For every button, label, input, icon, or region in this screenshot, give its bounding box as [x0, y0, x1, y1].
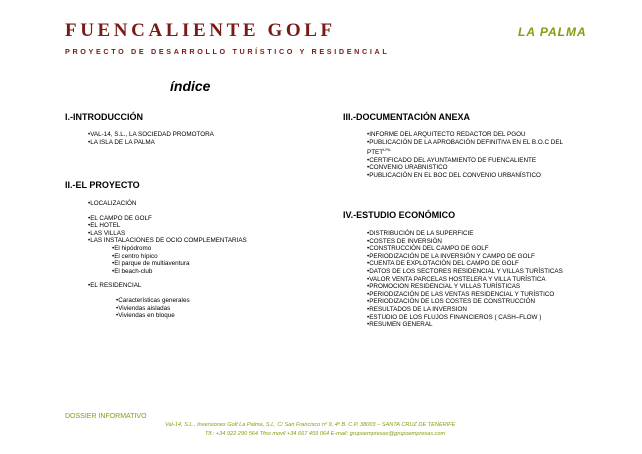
list-item: •PROMOCION RESIDENCIAL Y VILLAS TURÍSTICAS: [367, 283, 521, 291]
list-item: •LOCALIZACIÓN: [88, 200, 137, 207]
list-item: •DATOS DE LOS SECTORES RESIDENCIAL Y VILLAS TURÍSTICAS: [367, 267, 563, 275]
list-item: •PERIODIZACIÓN DE LAS VENTAS RESIDENCIAL Y TURÍSTICO: [367, 290, 555, 298]
list-item: •VALOR VENTA PARCELAS HOSTELERA Y VILLA TURÍSTICA: [367, 275, 546, 283]
brand-tagline: PROYECTO DE DESARROLLO TURÍSTICO Y RESIDENCIAL: [65, 47, 390, 56]
list-item: •EL RESIDENCIAL: [88, 282, 142, 290]
intro-list: [88, 131, 214, 146]
project-list: [88, 200, 247, 320]
list-item: •LAS INSTALACIONES DE OCIO COMPLEMENTARIAS: [88, 237, 247, 245]
docs-list: [367, 131, 563, 180]
list-item: •El beach-club: [112, 267, 153, 275]
footer-address: Val-14, S.L., Inversiones Golf La Palma, S.L. C/ San Francisco nº 9, 4º B. C.P. 38003 – SANTA CRUZ DE TENERIFE: [165, 422, 456, 428]
list-item: [367, 146, 563, 157]
brand-title: FUENCALIENTE GOLF: [65, 20, 336, 41]
section-title-economic: IV.-ESTUDIO ECONÓMICO: [343, 210, 456, 220]
list-item: •Viviendas en bloque: [116, 312, 175, 320]
list-item: •PERIODIZACIÓN DE LA INVERSIÓN Y CAMPO DE GOLF: [367, 252, 535, 260]
section-title-project: II.-EL PROYECTO: [65, 180, 140, 190]
region-label: LA PALMA: [518, 25, 587, 39]
list-item: •Características generales: [116, 296, 190, 304]
list-item: •PERIODIZACIÓN DE LOS COSTES DE CONSTRUCCIÓN: [367, 298, 536, 306]
list-item: •INFORME DEL ARQUITECTO REDACTOR DEL PGOU: [367, 131, 526, 138]
ptet-text: PTET: [367, 149, 384, 157]
list-item: •COSTES DE INVERSIÓN: [367, 237, 442, 245]
section-title-docs: III.-DOCUMENTACIÓN ANEXA: [343, 112, 470, 122]
list-item: •LAS VILLAS: [88, 229, 126, 237]
footer-contact: Tlf.: +34 922 290 564 Tfno movil +34 667 459 064 E-mail: grupoempresas@grupoempresas.com: [205, 431, 446, 437]
index-title: índice: [170, 78, 211, 94]
footer-dossier-label: DOSSIER INFORMATIVO: [65, 413, 147, 420]
list-item: •RESULTADOS DE LA INVERSION: [367, 305, 467, 313]
list-item: •VAL-14, S.L., LA SOCIEDAD PROMOTORA: [88, 131, 214, 138]
economic-list: [367, 230, 563, 329]
list-item: •El centro hípico: [112, 252, 158, 260]
section-title-intro: I.-INTRODUCCIÓN: [65, 112, 143, 122]
list-item: •CUENTA DE EXPLOTACIÓN DEL CAMPO DE GOLF: [367, 260, 519, 268]
list-item: •RESUMEN GENERAL: [367, 321, 433, 329]
ptet-superscript: LPA: [383, 147, 391, 153]
list-item: •El parque de multiaventura: [112, 260, 190, 268]
list-item: •PUBLICACIÓN EN EL BOC DEL CONVENIO URBANÍSTICO: [367, 172, 541, 180]
list-item: •LA ISLA DE LA PALMA: [88, 138, 155, 146]
list-item: •DISTRIBUCIÓN DE LA SUPERFICIE: [367, 230, 474, 237]
list-item: •EL HOTEL: [88, 222, 121, 230]
list-item: •El hipódromo: [112, 244, 152, 252]
list-item: •ESTUDIO DE LOS FLUJOS FINANCIEROS ( CASH–FLOW ): [367, 313, 542, 321]
list-item: •Viviendas aisladas: [116, 304, 171, 312]
list-item: •EL CAMPO DE GOLF: [88, 214, 152, 222]
list-item: •CONSTRUCCIÓN DEL CAMPO DE GOLF: [367, 245, 489, 253]
list-item: •CERTIFICADO DEL AYUNTAMIENTO DE FUENCALIENTE: [367, 156, 537, 164]
list-item: •CONVENIO URABNISTICO: [367, 164, 448, 172]
list-item: •PUBLICACIÓN DE LA APROBACIÓN DEFINITIVA EN EL B.O.C DEL: [367, 138, 564, 146]
